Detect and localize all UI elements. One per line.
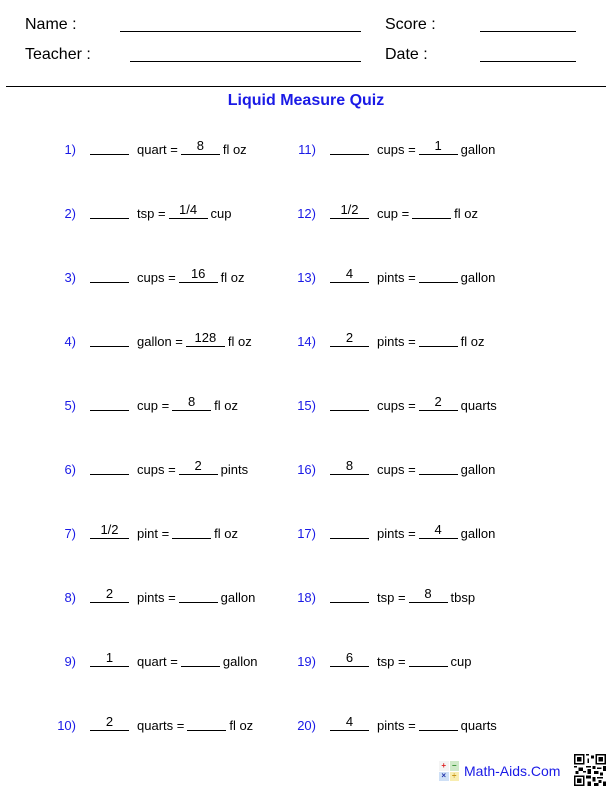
unit-to: quarts [460, 718, 497, 733]
unit-to: pints [220, 462, 249, 477]
answer-blank-1[interactable] [90, 458, 129, 475]
unit-to: tbsp [450, 590, 476, 605]
answer-blank-2[interactable] [172, 522, 211, 539]
answer-blank-2[interactable] [187, 714, 226, 731]
unit-to: quarts [460, 398, 497, 413]
answer-blank-1[interactable] [330, 522, 369, 539]
unit-from: cups = [377, 462, 416, 477]
unit-to: gallon [460, 142, 496, 157]
answer-blank-2[interactable] [179, 586, 218, 603]
problem-5 [46, 393, 238, 413]
problem-number: 17) [297, 526, 316, 541]
unit-from: pints = [377, 718, 416, 733]
answer-blank-2[interactable]: 1 [419, 138, 458, 155]
answer-blank-1[interactable] [330, 138, 369, 155]
problem-2 [46, 201, 232, 221]
unit-from: quart = [137, 654, 178, 669]
answer-blank-1[interactable]: 1/2 [90, 522, 129, 539]
name-label: Name : [25, 16, 77, 33]
problem-number: 9) [64, 654, 76, 669]
divide-icon: ÷ [450, 772, 460, 782]
plus-icon: + [439, 761, 449, 771]
problem-number: 4) [64, 334, 76, 349]
unit-to: fl oz [214, 398, 239, 413]
unit-to: gallon [460, 270, 496, 285]
problem-number: 11) [298, 142, 316, 157]
problem-14 [286, 329, 485, 349]
answer-blank-1[interactable]: 2 [330, 330, 369, 347]
answer-blank-1[interactable]: 2 [90, 714, 129, 731]
name-field[interactable] [120, 31, 361, 32]
unit-to: fl oz [222, 142, 247, 157]
problem-8 [46, 585, 255, 605]
unit-from: quarts = [137, 718, 185, 733]
problem-12 [286, 201, 478, 221]
unit-from: pints = [377, 270, 416, 285]
unit-to: gallon [460, 462, 496, 477]
problem-number: 18) [297, 590, 316, 605]
answer-blank-1[interactable]: 1/2 [330, 202, 369, 219]
problem-17 [286, 521, 495, 541]
problem-number: 5) [64, 398, 76, 413]
date-label: Date : [385, 46, 428, 63]
unit-to: cup [450, 654, 472, 669]
teacher-label: Teacher : [25, 46, 91, 63]
answer-blank-2[interactable] [409, 650, 448, 667]
answer-blank-1[interactable] [330, 586, 369, 603]
unit-from: cups = [137, 270, 176, 285]
problem-20 [286, 713, 497, 733]
answer-blank-2[interactable]: 4 [419, 522, 458, 539]
problem-number: 15) [297, 398, 316, 413]
problem-number: 3) [64, 270, 76, 285]
unit-to: gallon [460, 526, 496, 541]
unit-from: pints = [377, 526, 416, 541]
qr-code-icon [574, 754, 606, 786]
answer-blank-1[interactable]: 2 [90, 586, 129, 603]
answer-blank-2[interactable]: 2 [419, 394, 458, 411]
problem-6 [46, 457, 248, 477]
problem-18 [286, 585, 475, 605]
unit-to: gallon [222, 654, 258, 669]
unit-from: cups = [377, 142, 416, 157]
score-label: Score : [385, 16, 436, 33]
answer-blank-2[interactable] [419, 266, 458, 283]
problem-number: 7) [64, 526, 76, 541]
answer-blank-1[interactable]: 4 [330, 714, 369, 731]
date-field[interactable] [480, 61, 576, 62]
unit-to: cup [210, 206, 232, 221]
problem-15 [286, 393, 497, 413]
problem-number: 2) [64, 206, 76, 221]
answer-blank-2[interactable]: 8 [181, 138, 220, 155]
answer-blank-1[interactable] [90, 138, 129, 155]
problem-number: 8) [64, 590, 76, 605]
unit-from: pints = [137, 590, 176, 605]
answer-blank-1[interactable] [90, 330, 129, 347]
problem-7 [46, 521, 238, 541]
teacher-field[interactable] [130, 61, 361, 62]
unit-to: fl oz [220, 270, 245, 285]
unit-from: tsp = [377, 654, 406, 669]
answer-blank-2[interactable]: 16 [179, 266, 218, 283]
site-link[interactable]: Math-Aids.Com [464, 763, 561, 779]
answer-blank-1[interactable] [90, 202, 129, 219]
answer-blank-2[interactable] [181, 650, 220, 667]
answer-blank-2[interactable]: 2 [179, 458, 218, 475]
unit-from: pint = [137, 526, 170, 541]
answer-blank-2[interactable]: 8 [409, 586, 448, 603]
answer-blank-1[interactable] [330, 394, 369, 411]
unit-to: fl oz [227, 334, 252, 349]
problem-number: 10) [57, 718, 76, 733]
unit-from: cups = [137, 462, 176, 477]
answer-blank-2[interactable] [419, 458, 458, 475]
unit-from: tsp = [377, 590, 406, 605]
unit-from: cup = [137, 398, 170, 413]
problem-number: 13) [297, 270, 316, 285]
problem-number: 20) [297, 718, 316, 733]
answer-blank-2[interactable] [419, 330, 458, 347]
problem-16 [286, 457, 495, 477]
problem-4 [46, 329, 252, 349]
problem-number: 6) [64, 462, 76, 477]
problem-1 [46, 137, 247, 157]
problem-11 [286, 137, 495, 157]
answer-blank-1[interactable]: 6 [330, 650, 369, 667]
answer-blank-1[interactable]: 8 [330, 458, 369, 475]
problem-number: 19) [297, 654, 316, 669]
problem-9 [46, 649, 258, 669]
problem-number: 16) [297, 462, 316, 477]
unit-from: cups = [377, 398, 416, 413]
problem-3 [46, 265, 245, 285]
unit-from: gallon = [137, 334, 183, 349]
unit-from: tsp = [137, 206, 166, 221]
page-title: Liquid Measure Quiz [227, 92, 385, 109]
unit-to: fl oz [229, 718, 254, 733]
answer-blank-2[interactable]: 1/4 [169, 202, 208, 219]
answer-blank-1[interactable]: 4 [330, 266, 369, 283]
problem-number: 14) [297, 334, 316, 349]
unit-to: gallon [220, 590, 256, 605]
answer-blank-1[interactable] [90, 266, 129, 283]
problem-number: 12) [297, 206, 316, 221]
times-icon: × [439, 772, 449, 782]
unit-to: fl oz [460, 334, 485, 349]
answer-blank-2[interactable] [412, 202, 451, 219]
minus-icon: − [450, 761, 460, 771]
unit-from: pints = [377, 334, 416, 349]
answer-blank-1[interactable] [90, 394, 129, 411]
header-divider [6, 86, 606, 87]
problem-19 [286, 649, 472, 669]
calculator-ops-icon [439, 761, 459, 781]
problem-13 [286, 265, 495, 285]
answer-blank-1[interactable]: 1 [90, 650, 129, 667]
unit-from: cup = [377, 206, 410, 221]
unit-from: quart = [137, 142, 178, 157]
score-field[interactable] [480, 31, 576, 32]
answer-blank-2[interactable]: 128 [186, 330, 225, 347]
answer-blank-2[interactable] [419, 714, 458, 731]
unit-to: fl oz [214, 526, 239, 541]
answer-blank-2[interactable]: 8 [172, 394, 211, 411]
unit-to: fl oz [454, 206, 479, 221]
problem-number: 1) [64, 142, 76, 157]
problem-10 [46, 713, 253, 733]
